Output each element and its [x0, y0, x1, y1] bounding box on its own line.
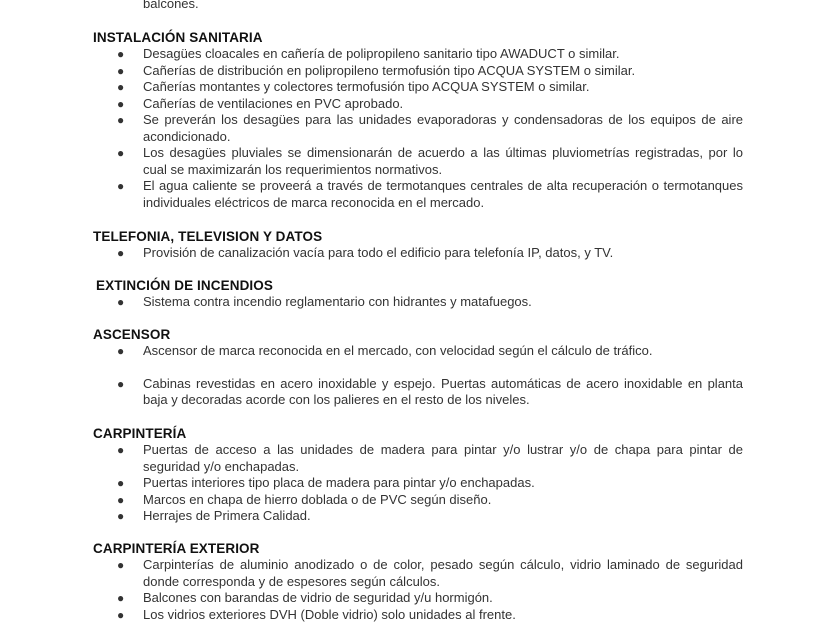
bullet-icon: ●	[117, 476, 125, 490]
bullet-list	[93, 442, 743, 525]
list-item: ● Desagües cloacales en cañería de polipropileno sanitario tipo AWADUCT o similar.	[117, 46, 620, 61]
section-ascensor	[93, 327, 743, 409]
section-heading: EXTINCIÓN DE INCENDIOS	[96, 278, 273, 293]
bullet-icon: ●	[117, 113, 125, 127]
bullet-icon: ●	[117, 376, 125, 391]
section-telefonia	[93, 229, 743, 262]
bullet-icon: ●	[117, 80, 125, 94]
list-item: ● Cañerías de distribución en polipropileno termofusión tipo ACQUA SYSTEM o similar.	[117, 62, 636, 78]
bullet-list	[93, 557, 743, 623]
list-item: ● Herrajes de Primera Calidad.	[117, 508, 311, 523]
list-item: ● Cañerías de ventilaciones en PVC aprobado.	[117, 95, 404, 111]
section-carpinteria	[93, 426, 743, 525]
bullet-icon: ●	[117, 344, 125, 358]
list-item: ● Marcos en chapa de hierro doblada o de PVC según diseño.	[117, 491, 492, 507]
section-heading: INSTALACIÓN SANITARIA	[93, 30, 263, 45]
bullet-icon: ●	[117, 179, 125, 193]
list-item: ● Puertas interiores tipo placa de madera para pintar y/o enchapadas.	[117, 475, 535, 490]
bullet-icon: ●	[117, 295, 125, 309]
bullet-icon: ●	[117, 96, 125, 111]
list-item: ● Se preverán los desagües para las unidades evaporadoras y condensadoras de los equipos de aire acondicionado.	[117, 112, 743, 144]
section-instalacion-sanitaria	[93, 30, 743, 211]
list-item: ● Ascensor de marca reconocida en el mercado, con velocidad según el cálculo de tráfico.	[117, 343, 653, 358]
section-heading: CARPINTERÍA	[93, 426, 187, 441]
bullet-icon: ●	[117, 246, 125, 260]
bullet-list	[93, 245, 743, 262]
bullet-icon: ●	[117, 47, 125, 61]
list-item: ● Carpinterías de aluminio anodizado o de color, pesado según cálculo, vidrio laminado de seguridad donde corresponda y de espesores según cálculos.	[117, 557, 743, 589]
section-extincion-incendios	[96, 278, 746, 311]
bullet-list	[93, 294, 746, 311]
section-heading: CARPINTERÍA EXTERIOR	[93, 541, 260, 556]
bullet-icon: ●	[117, 492, 125, 507]
bullet-icon: ●	[117, 443, 125, 457]
bullet-icon: ●	[117, 558, 125, 572]
list-item: ● Provisión de canalización vacía para todo el edificio para telefonía IP, datos, y TV.	[117, 245, 614, 260]
list-item: ● Cañerías montantes y colectores termofusión tipo ACQUA SYSTEM o similar.	[117, 79, 590, 94]
bullet-list	[93, 343, 743, 409]
bullet-icon: ●	[117, 63, 125, 78]
section-carpinteria-exterior	[93, 541, 743, 623]
list-item: ● El agua caliente se proveerá a través de termotanques centrales de alta recuperación o termotanques individuales eléctricos de marca reconocida en el mercado.	[117, 178, 743, 210]
section-heading: ASCENSOR	[93, 327, 171, 342]
bullet-icon: ●	[117, 591, 125, 605]
list-item: ● Sistema contra incendio reglamentario con hidrantes y matafuegos.	[117, 294, 532, 309]
bullet-icon: ●	[117, 146, 125, 160]
section-heading: TELEFONIA, TELEVISION Y DATOS	[93, 229, 323, 244]
bullet-list	[93, 46, 743, 211]
list-item: ● Balcones con barandas de vidrio de seguridad y/u hormigón.	[117, 590, 493, 605]
list-item: ● Los vidrios exteriores DVH (Doble vidrio) solo unidades al frente.	[117, 606, 516, 622]
carryover-text: balcones.	[143, 0, 199, 11]
bullet-icon: ●	[117, 509, 125, 523]
bullet-icon: ●	[117, 607, 125, 622]
list-item: ● Los desagües pluviales se dimensionarán de acuerdo a las últimas pluviometrías registradas, por lo cual se maximizarán los requerimientos normativos.	[117, 145, 743, 177]
list-item: ● Cabinas revestidas en acero inoxidable y espejo. Puertas automáticas de acero inoxidable en planta baja y decoradas acorde con los palieres en el resto de los niveles.	[117, 375, 743, 407]
list-item: ● Puertas de acceso a las unidades de madera para pintar y/o lustrar y/o de chapa para pintar de seguridad y/o enchapadas.	[117, 442, 743, 474]
